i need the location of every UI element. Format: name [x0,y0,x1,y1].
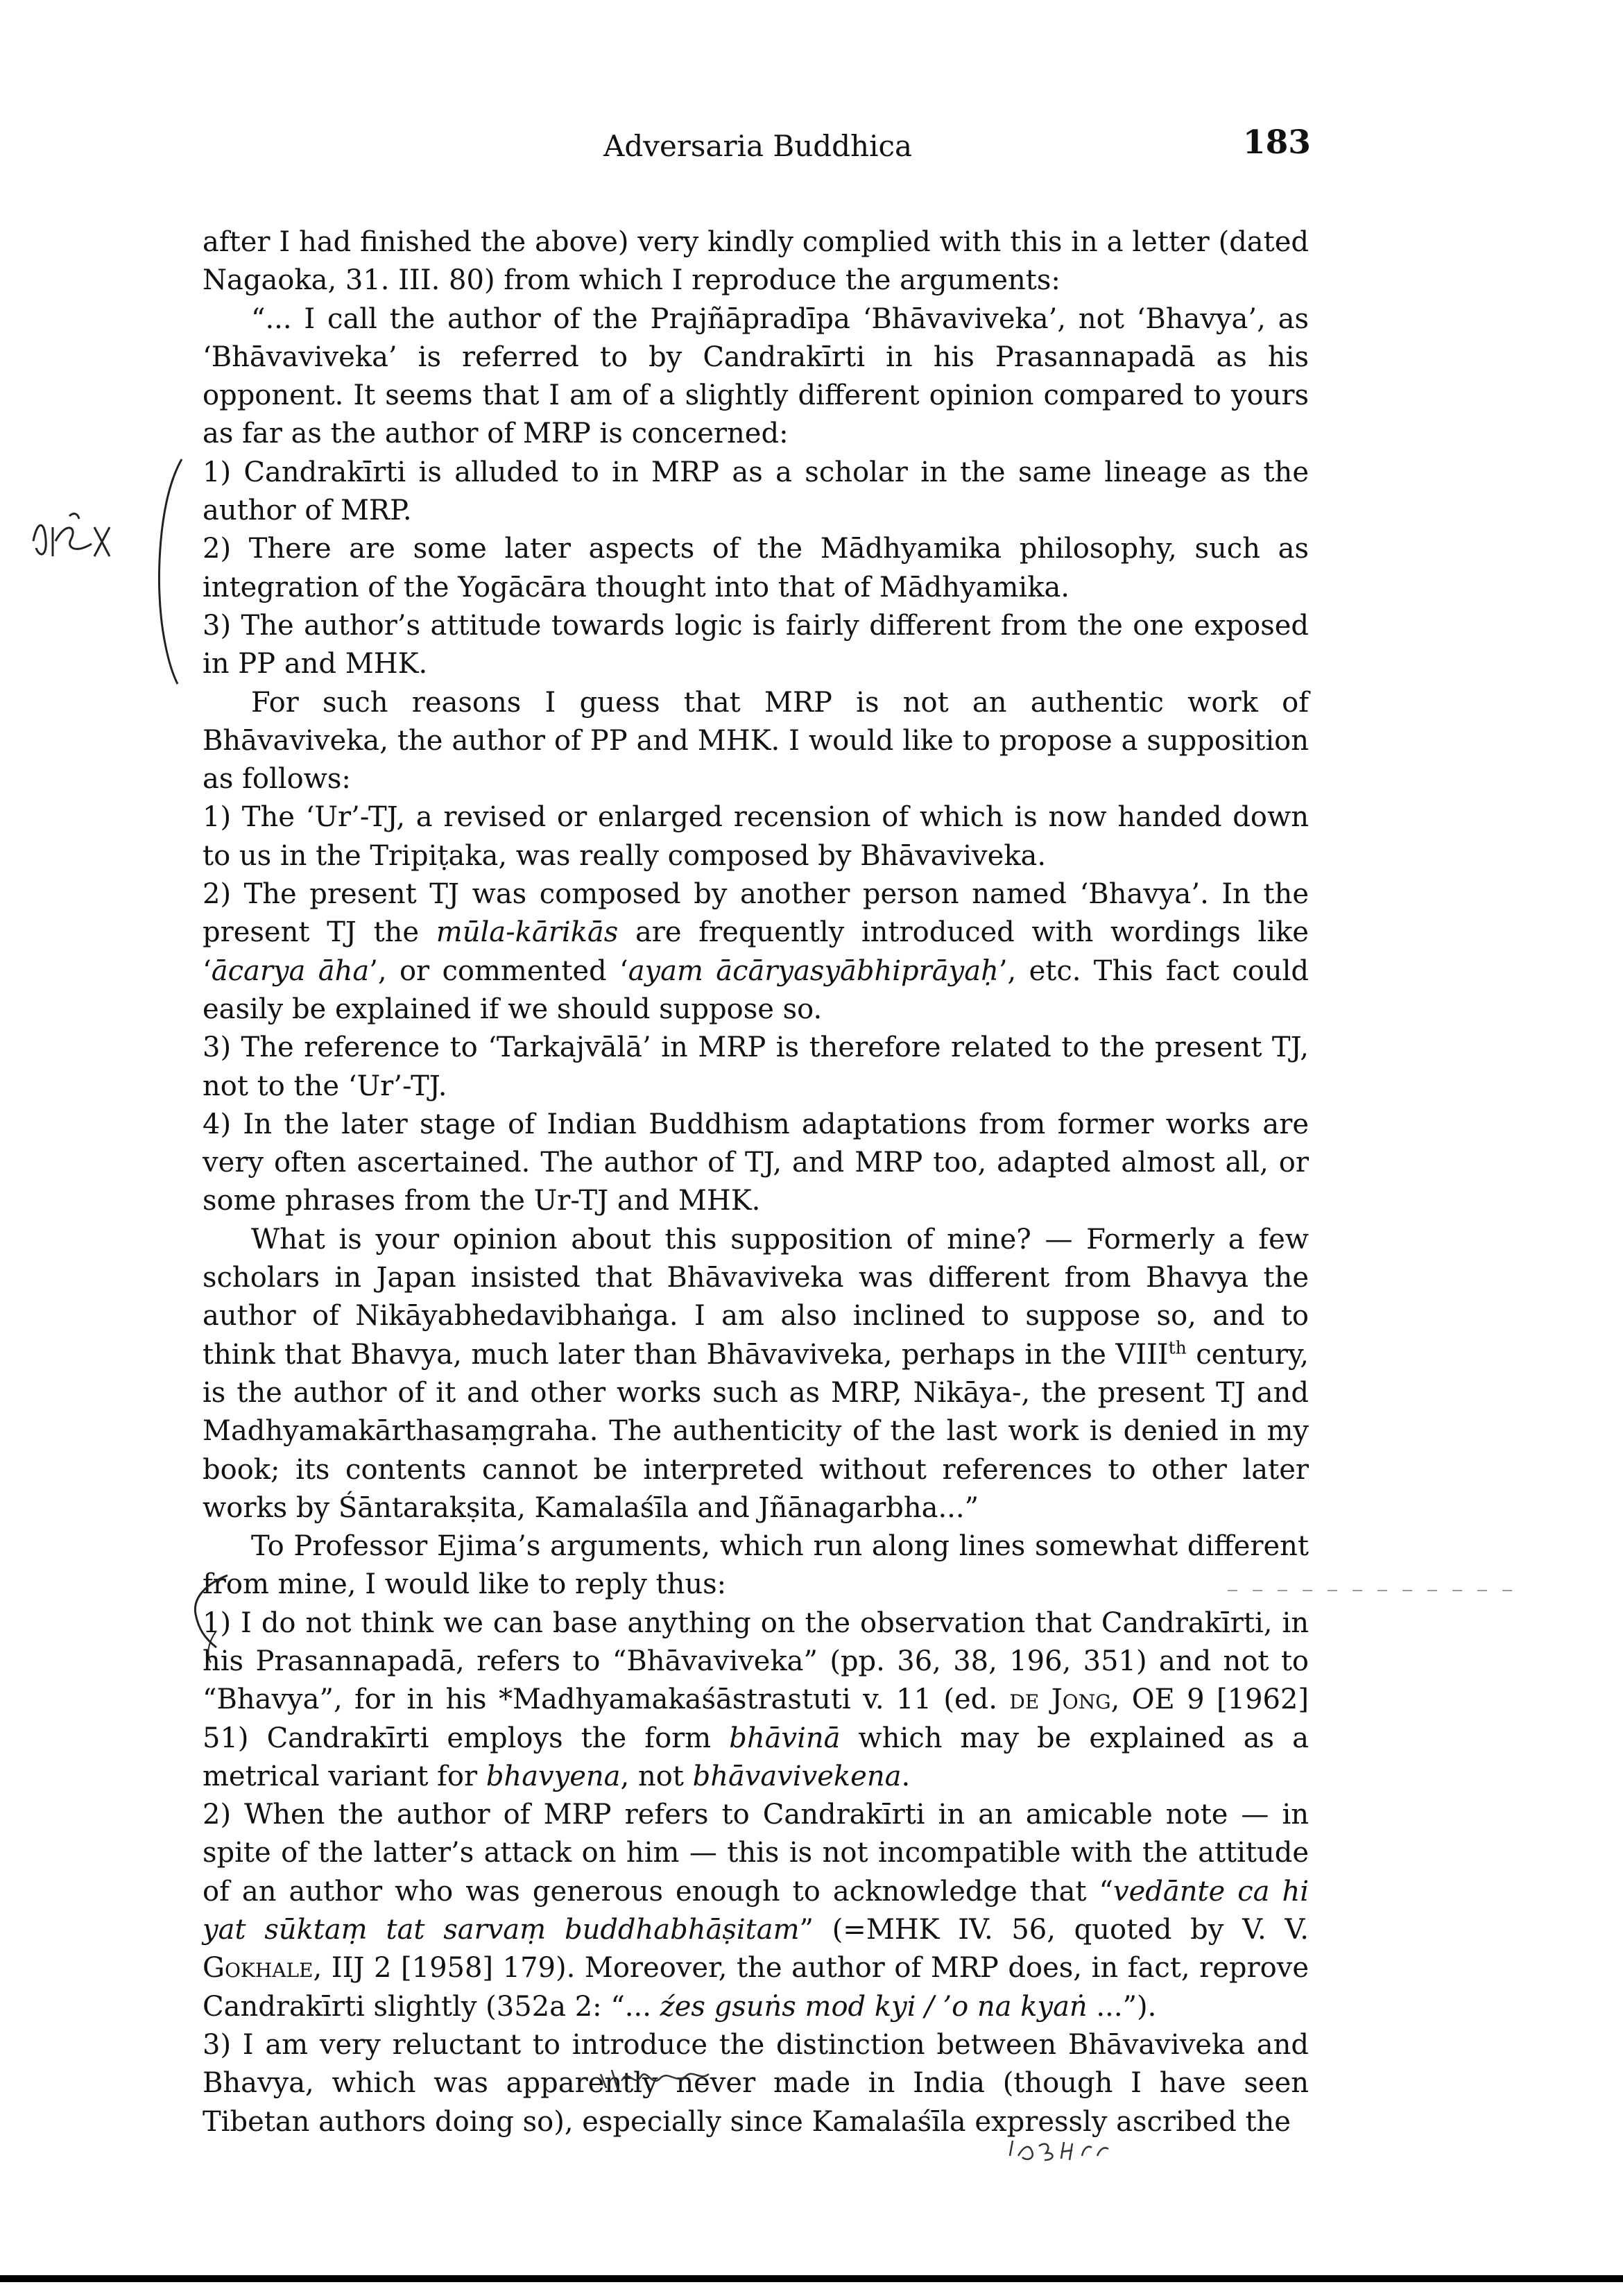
body-text [203,223,1309,2141]
paragraph: “... I call the author of the Prajñāpradīpa ‘Bhāvaviveka’, not ‘Bhavya’, as ‘Bhāvaviveka’ is referred to by Candrakīrti in his Prasannapadā as his opponent. It seems that I am of a slightly different opinion compared to yours as far as the author of MRP is concerned: [203,302,1309,450]
running-header [201,123,1311,172]
handwritten-bracket [154,456,189,687]
running-title: Adversaria Buddhica [603,129,913,163]
paragraph: 3) The author’s attitude towards logic is fairly different from the one exposed in PP and MHK. [203,609,1309,680]
paragraph: 3) I am very reluctant to introduce the distinction between Bhāvaviveka and Bhavya, which was apparently never made in India (though I have seen Tibetan authors doing so), especially since Kamalaśīla expressly ascribed the [203,2028,1309,2138]
handwritten-number [1006,2128,1144,2170]
margin-handwriting [28,499,132,569]
paragraph: 1) The ‘Ur’-TJ, a revised or enlarged recension of which is now handed down to us in the Tripiṭaka, was really composed by Bhāvaviveka. [203,801,1309,872]
paragraph: after I had finished the above) very kindly complied with this in a letter (dated Nagaoka, 31. III. 80) from which I reproduce the arguments: [203,226,1309,297]
paragraph: What is your opinion about this supposition of mine? — Formerly a few scholars in Japan insisted that Bhāvaviveka was different from Bhavya the author of Nikāyabhedavibhaṅga. I am also inclined to suppose so, and to think that Bhavya, much later than Bhāvaviveka, perhaps in the VIIIth century, is the author of it and other works such as MRP, Nikāya-, the present TJ and Madhyamakārthasaṃgraha. The authenticity of the last work is denied in my book; its contents cannot be interpreted without references to other later works by Śāntarakṣita, Kamalaśīla and Jñānagarbha...” [203,1223,1309,1524]
paragraph: 2) The present TJ was composed by another person named ‘Bhavya’. In the present TJ the mūla-kārikās are frequently introduced with wordings like ‘ācarya āha’, or commented ‘ayam ācāryasyābhiprāyaḥ’, etc. This fact could easily be explained if we should suppose so. [203,878,1309,1025]
paragraph: 2) When the author of MRP refers to Candrakīrti in an amicable note — in spite of the latter’s attack on him — this is not incompatible with the attitude of an author who was generous enough to acknowledge that “vedānte ca hi yat sūktaṃ tat sarvaṃ buddhabhāṣitam” (=MHK IV. 56, quoted by V. V. Gokhale, IIJ 2 [1958] 179). Moreover, the author of MRP does, in fact, reprove Candrakīrti slightly (352a 2: “... źes gsuṅs mod kyi / ’o na kyaṅ ...”). [203,1799,1309,2023]
paragraph: 2) There are some later aspects of the Mādhyamika philosophy, such as integration of the Yogācāra thought into that of Mādhyamika. [203,533,1309,603]
paragraph: 1) Candrakīrti is alluded to in MRP as a scholar in the same lineage as the author of MRP. [203,456,1309,527]
paragraph: 3) The reference to ‘Tarkajvālā’ in MRP is therefore related to the present TJ, not to the ‘Ur’-TJ. [203,1031,1309,1102]
handwritten-circle [189,1571,237,1675]
bottom-edge-rule [0,2275,1623,2282]
page-number: 183 [1242,123,1311,162]
paragraph: 1) I do not think we can base anything on the observation that Candrakīrti, in his Prasannapadā, refers to “Bhāvaviveka” (pp. 36, 38, 196, 351) and not to “Bhavya”, for in his *Madhyamakaśāstrastuti v. 11 (ed. de Jong, OE 9 [1962] 51) Candrakīrti employs the form bhāvinā which may be explained as a metrical variant for bhavyena, not bhāvavivekena. [203,1607,1309,1792]
paragraph: To Professor Ejima’s arguments, which run along lines somewhat different from mine, I would like to reply thus: [203,1530,1309,1601]
paragraph: 4) In the later stage of Indian Buddhism adaptations from former works are very often ascertained. The author of TJ, and MRP too, adapted almost all, or some phrases from the Ur-TJ and MHK. [203,1108,1309,1217]
paragraph: For such reasons I guess that MRP is not an authentic work of Bhāvaviveka, the author of PP and MHK. I would like to propose a supposition as follows: [203,686,1309,796]
dashed-mark [1228,1587,1526,1594]
handwritten-insertion [596,2060,714,2102]
